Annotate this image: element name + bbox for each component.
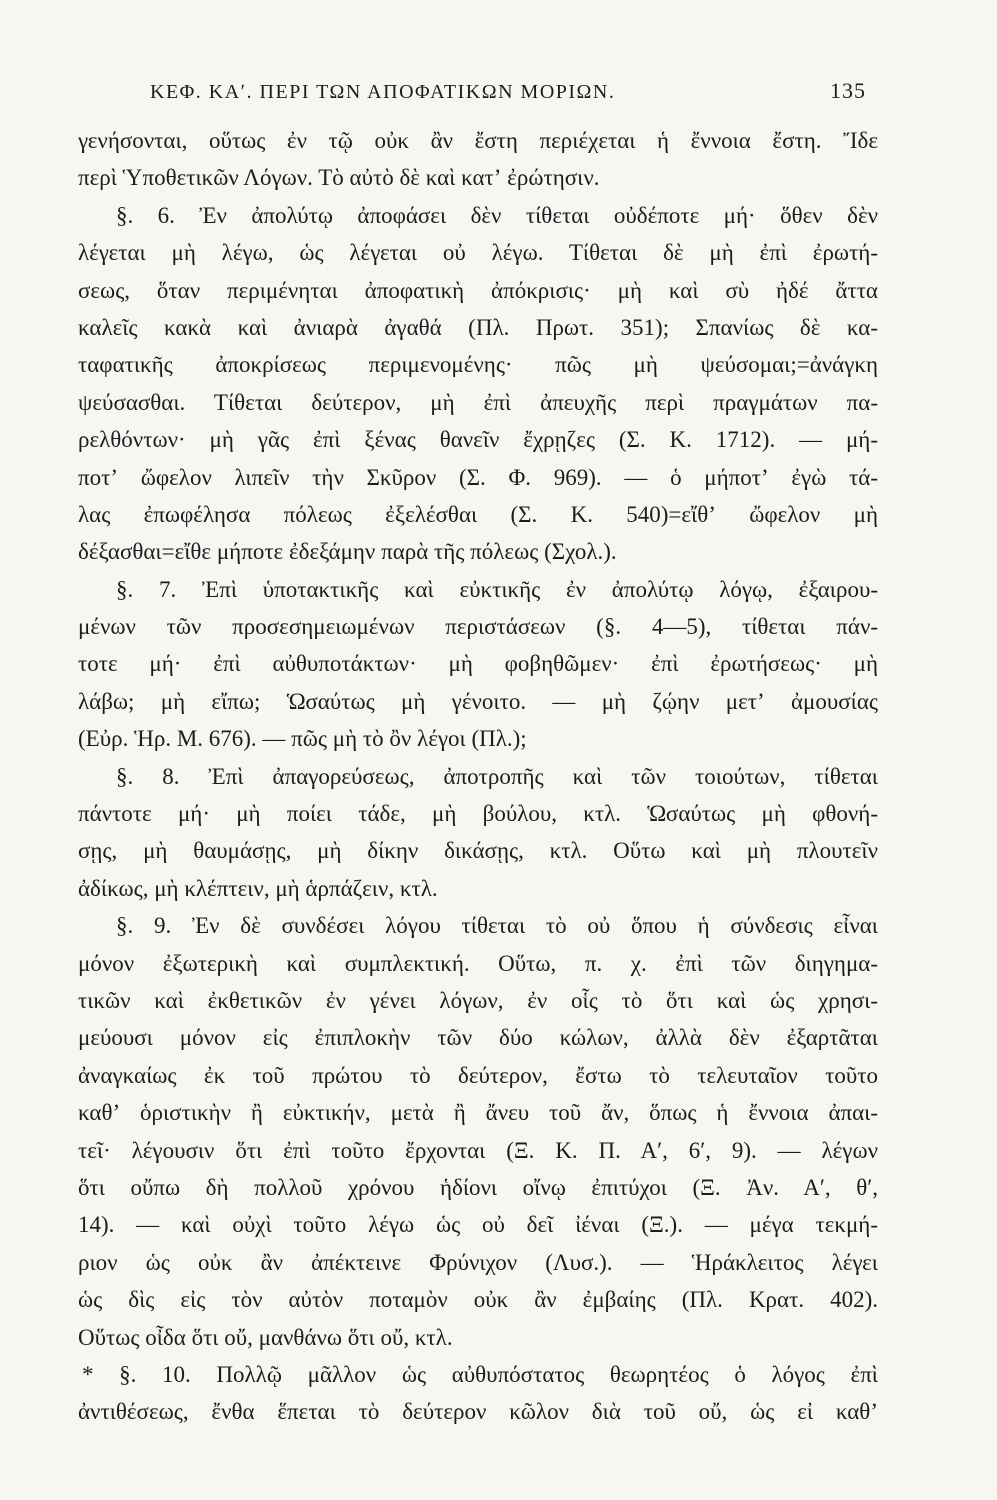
text-line: γενήσονται, οὕτως ἐν τῷ οὐκ ἂν ἔστη περιέχεται ἡ ἔννοια ἔστη. Ἴδε (78, 128, 878, 153)
text-line: μόνον ἐξωτερικὴ καὶ συμπλεκτική. Οὕτω, π. χ. ἐπὶ τῶν διηγημα- (78, 950, 878, 976)
text-line: τεῖ· λέγουσιν ὅτι ἐπὶ τοῦτο ἔρχονται (Ξ. Κ. Π. Αʹ, 6ʹ, 9). — λέγων (78, 1137, 878, 1163)
text-line: ἀναγκαίως ἐκ τοῦ πρώτου τὸ δεύτερον, ἔστω τὸ τελευταῖον τοῦτο (78, 1062, 878, 1088)
text-line: ψεύσασθαι. Τίθεται δεύτερον, μὴ ἐπὶ ἀπευχῆς περὶ πραγμάτων πα- (78, 389, 878, 415)
text-line: καθʼ ὁριστικὴν ἢ εὐκτικήν, μετὰ ἢ ἄνευ τοῦ ἄν, ὅπως ἡ ἔννοια ἀπαι- (78, 1100, 878, 1126)
text-line: Οὕτως οἶδα ὅτι οὔ, μανθάνω ὅτι οὔ, κτλ. (78, 1324, 453, 1350)
text-line: λέγεται μὴ λέγω, ὡς λέγεται οὐ λέγω. Τίθεται δὲ μὴ ἐπὶ ἐρωτή- (78, 240, 878, 266)
text-line: (Εὐρ. Ἡρ. Μ. 676). — πῶς μὴ τὸ ὂν λέγοι (Πλ.); (78, 726, 527, 752)
text-line: μεύουσι μόνον εἰς ἐπιπλοκὴν τῶν δύο κώλων, ἀλλὰ δὲν ἐξαρτᾶται (78, 1025, 878, 1051)
text-line: ταφατικῆς ἀποκρίσεως περιμενομένης· πῶς μὴ ψεύσομαι;=ἀνάγκη (78, 352, 878, 378)
chapter-title: ΚΕΦ. ΚΑʹ. ΠΕΡΙ ΤΩΝ ΑΠΟΦΑΤΙΚΩΝ ΜΟΡΙΩΝ. (150, 81, 616, 103)
text-line: ποτʼ ὤφελον λιπεῖν τὴν Σκῦρον (Σ. Φ. 969). — ὁ μήποτʼ ἐγὼ τά- (78, 464, 878, 490)
text-line: λας ἐπωφέλησα πόλεως ἐξελέσθαι (Σ. Κ. 540)=εἴθʼ ὤφελον μὴ (78, 501, 878, 527)
text-line: καλεῖς κακὰ καὶ ἀνιαρὰ ἀγαθά (Πλ. Πρωτ. 351); Σπανίως δὲ κα- (78, 314, 878, 340)
text-line: τοτε μή· ἐπὶ αὐθυποτάκτων· μὴ φοβηθῶμεν· ἐπὶ ἐρωτήσεως· μὴ (78, 651, 878, 677)
text-line: τικῶν καὶ ἐκθετικῶν ἐν γένει λόγων, ἐν οἷς τὸ ὅτι καὶ ὡς χρησι- (78, 987, 878, 1013)
text-line: §. 9. Ἐν δὲ συνδέσει λόγου τίθεται τὸ οὐ ὅπου ἡ σύνδεσις εἶναι (116, 913, 878, 939)
text-line: πάντοτε μή· μὴ ποίει τάδε, μὴ βούλου, κτλ. Ὡσαύτως μὴ φθονή- (78, 801, 878, 827)
text-line: ὅτι οὔπω δὴ πολλοῦ χρόνου ἡδίονι οἴνῳ ἐπιτύχοι (Ξ. Ἀν. Αʹ, θʹ, (78, 1174, 878, 1200)
text-line: δέξασθαι=εἴθε μήποτε ἐδεξάμην παρὰ τῆς πόλεως (Σχολ.). (78, 539, 617, 565)
page-number: 135 (830, 78, 866, 103)
text-line: ρελθόντων· μὴ γᾶς ἐπὶ ξένας θανεῖν ἔχρῃζες (Σ. Κ. 1712). — μή- (78, 427, 878, 453)
text-line: ἀντιθέσεως, ἔνθα ἕπεται τὸ δεύτερον κῶλον διὰ τοῦ οὔ, ὡς εἰ καθʼ (78, 1399, 878, 1425)
text-line: ριον ὡς οὐκ ἂν ἀπέκτεινε Φρύνιχον (Λυσ.). — Ἡράκλειτος λέγει (78, 1249, 878, 1275)
text-line: * §. 10. Πολλῷ μᾶλλον ὡς αὐθυπόστατος θεωρητέος ὁ λόγος ἐπὶ (82, 1361, 878, 1387)
text-line: περὶ Ὑποθετικῶν Λόγων. Τὸ αὐτὸ δὲ καὶ κατʼ ἐρώτησιν. (78, 165, 600, 191)
main-text (78, 122, 878, 1431)
text-line: σεως, ὅταν περιμένηται ἀποφατικὴ ἀπόκρισις· μὴ καὶ σὺ ἠδέ ἄττα (78, 277, 878, 303)
text-line: ἀδίκως, μὴ κλέπτειν, μὴ ἁρπάζειν, κτλ. (78, 875, 438, 901)
text-line: §. 8. Ἐπὶ ἀπαγορεύσεως, ἀποτροπῆς καὶ τῶν τοιούτων, τίθεται (116, 763, 878, 789)
text-line: §. 6. Ἐν ἀπολύτῳ ἀποφάσει δὲν τίθεται οὐδέποτε μή· ὅθεν δὲν (116, 202, 878, 228)
running-header (150, 78, 866, 110)
text-line: λάβω; μὴ εἴπω; Ὡσαύτως μὴ γένοιτο. — μὴ ζῴην μετʼ ἀμουσίας (78, 688, 878, 714)
text-line: §. 7. Ἐπὶ ὑποτακτικῆς καὶ εὐκτικῆς ἐν ἀπολύτῳ λόγῳ, ἐξαιρου- (116, 576, 878, 602)
text-line: μένων τῶν προσεσημειωμένων περιστάσεων (§. 4—5), τίθεται πάν- (78, 614, 878, 640)
text-line: σῃς, μὴ θαυμάσῃς, μὴ δίκην δικάσῃς, κτλ. Οὕτω καὶ μὴ πλουτεῖν (78, 838, 878, 864)
text-line: ὡς δὶς εἰς τὸν αὐτὸν ποταμὸν οὐκ ἂν ἐμβαίης (Πλ. Κρατ. 402). (78, 1287, 878, 1313)
text-line: 14). — καὶ οὐχὶ τοῦτο λέγω ὡς οὐ δεῖ ἰέναι (Ξ.). — μέγα τεκμή- (78, 1212, 878, 1238)
